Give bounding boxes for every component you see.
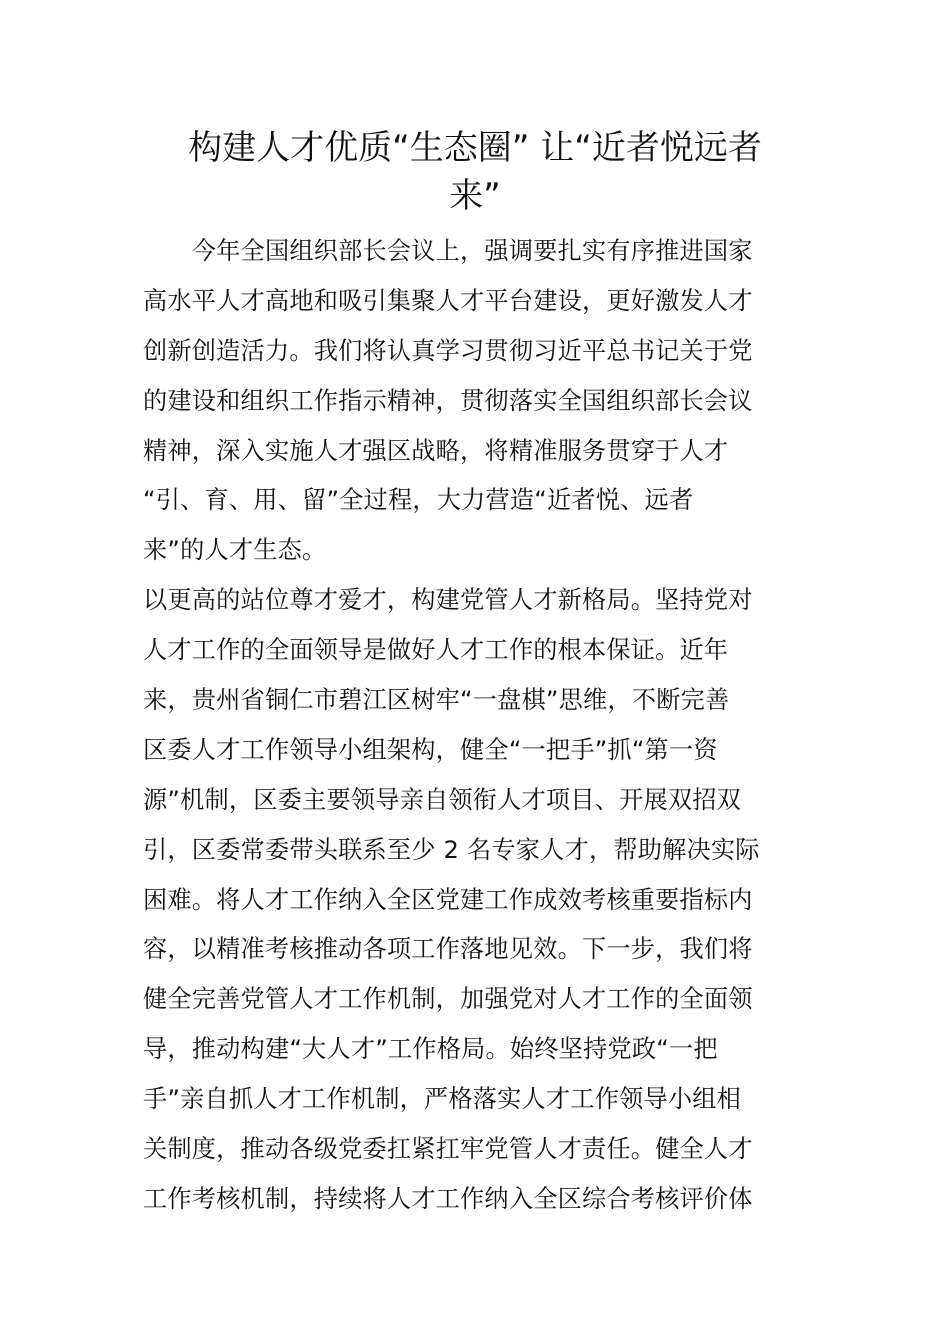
text-line: 的建设和组织工作指示精神，贯彻落实全国组织部长会议: [143, 386, 753, 415]
text-line: 源”机制，区委主要领导亲自领衔人才项目、开展双招双: [143, 785, 742, 814]
text-line: 容，以精准考核推动各项工作落地见效。下一步，我们将: [143, 935, 753, 964]
document-title: [143, 124, 807, 220]
title-line: 来”: [449, 176, 501, 216]
text-line: 来，贵州省铜仁市碧江区树牢“一盘棋”思维，不断完善: [143, 686, 730, 715]
text-line: 高水平人才高地和吸引集聚人才平台建设，更好激发人才: [143, 286, 753, 315]
text-line: 来”的人才生态。: [143, 536, 327, 565]
text-line: 精神，深入实施人才强区战略，将精准服务贯穿于人才: [143, 436, 729, 465]
document-body: [143, 227, 807, 1225]
text-line: 引，区委常委带头联系至少 2 名专家人才，帮助解决实际: [143, 835, 760, 864]
text-line: 今年全国组织部长会议上，强调要扎实有序推进国家: [143, 237, 753, 265]
text-line: 手”亲自抓人才工作机制，严格落实人才工作领导小组相: [143, 1085, 742, 1114]
text-line: 健全完善党管人才工作机制，加强党对人才工作的全面领: [143, 985, 753, 1014]
text-line: 工作考核机制，持续将人才工作纳入全区综合考核评价体: [143, 1184, 753, 1213]
text-line: 关制度，推动各级党委扛紧扛牢党管人才责任。健全人才: [143, 1135, 753, 1164]
text-line: 困难。将人才工作纳入全区党建工作成效考核重要指标内: [143, 885, 753, 914]
text-line: “引、育、用、留”全过程，大力营造“近者悦、远者: [143, 486, 694, 515]
text-line: 人才工作的全面领导是做好人才工作的根本保证。近年: [143, 636, 729, 665]
text-line: 导，推动构建“大人才”工作格局。始终坚持党政“一把: [143, 1035, 718, 1064]
title-line: 构建人才优质“生态圈” 让“近者悦远者: [188, 128, 762, 168]
text-line: 区委人才工作领导小组架构，健全“一把手”抓“第一资: [143, 735, 718, 764]
text-line: 以更高的站位尊才爱才，构建党管人才新格局。坚持党对: [143, 586, 753, 615]
text-line: 创新创造活力。我们将认真学习贯彻习近平总书记关于党: [143, 336, 753, 365]
